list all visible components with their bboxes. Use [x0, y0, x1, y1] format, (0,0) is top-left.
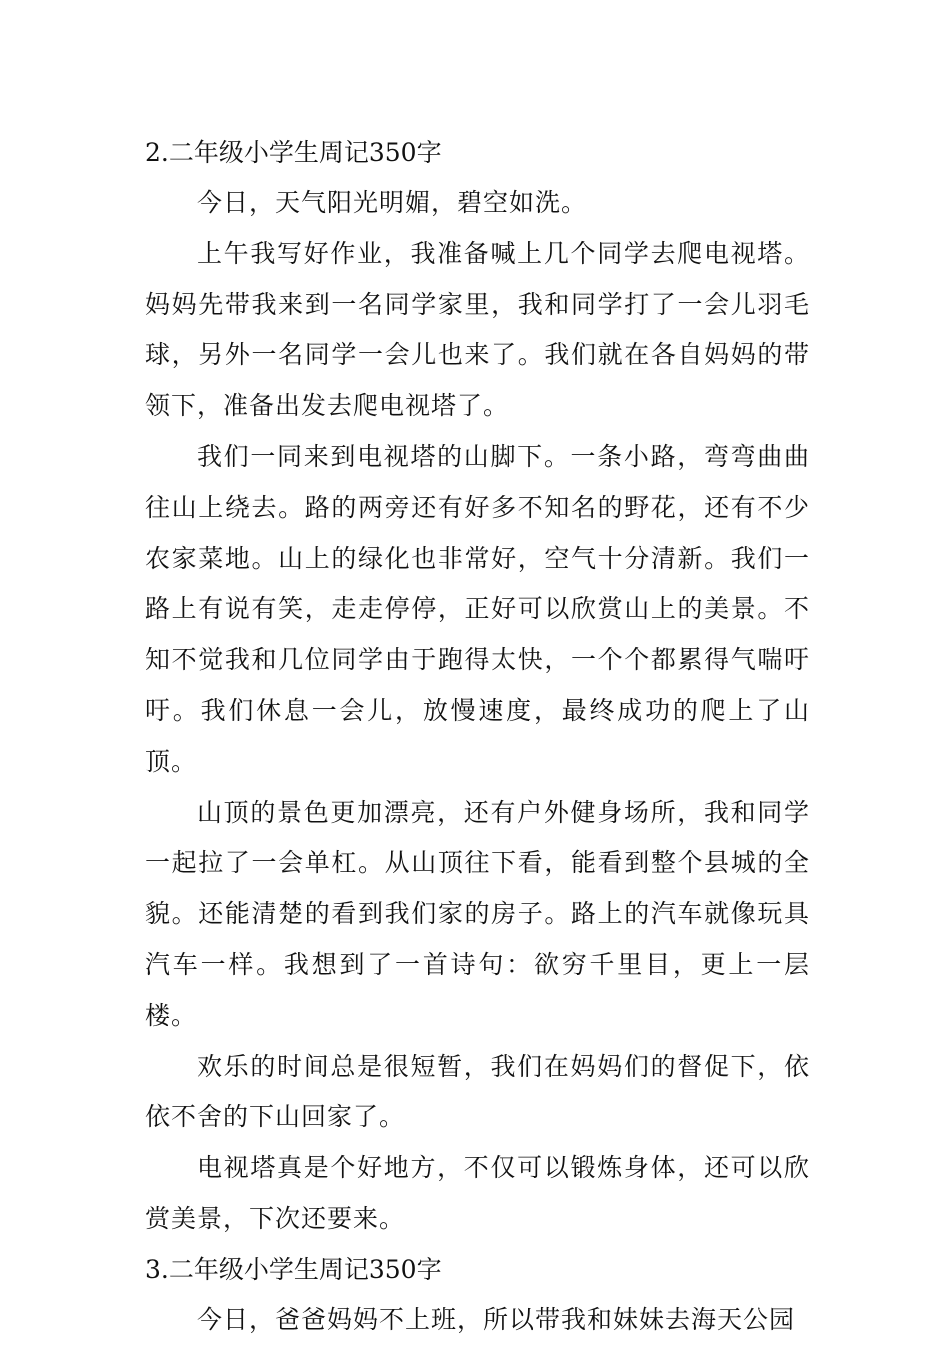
section-heading-2: 2.二年级小学生周记350字 — [145, 138, 442, 167]
paragraph: 山顶的景色更加漂亮，还有户外健身场所，我和同学一起拉了一会单杠。从山顶往下看，能看到整个县城的全貌。还能清楚的看到我们家的房子。路上的汽车就像玩具汽车一样。我想到了一首诗句：欲穷千里目，更上一层楼。 — [145, 797, 810, 1030]
section-heading-3: 3.二年级小学生周记350字 — [145, 1254, 442, 1284]
paragraph: 今日，爸爸妈妈不上班，所以带我和妹妹去海天公园 — [197, 1304, 796, 1334]
paragraph: 上午我写好作业，我准备喊上几个同学去爬电视塔。妈妈先带我来到一名同学家里，我和同学打了一会儿羽毛球，另外一名同学一会儿也来了。我们就在各自妈妈的带领下，准备出发去爬电视塔了。 — [145, 238, 810, 421]
paragraph: 欢乐的时间总是很短暂，我们在妈妈们的督促下，依依不舍的下山回家了。 — [145, 1051, 810, 1132]
paragraph: 今日，天气阳光明媚，碧空如洗。 — [197, 188, 588, 217]
document-body — [145, 128, 810, 1346]
paragraph: 我们一同来到电视塔的山脚下。一条小路，弯弯曲曲往山上绕去。路的两旁还有好多不知名的野花，还有不少农家菜地。山上的绿化也非常好，空气十分清新。我们一路上有说有笑，走走停停，正好可以欣赏山上的美景。不知不觉我和几位同学由于跑得太快，一个个都累得气喘吁吁。我们休息一会儿，放慢速度，最终成功的爬上了山顶。 — [145, 441, 810, 776]
paragraph: 电视塔真是个好地方，不仅可以锻炼身体，还可以欣赏美景，下次还要来。 — [145, 1153, 810, 1233]
